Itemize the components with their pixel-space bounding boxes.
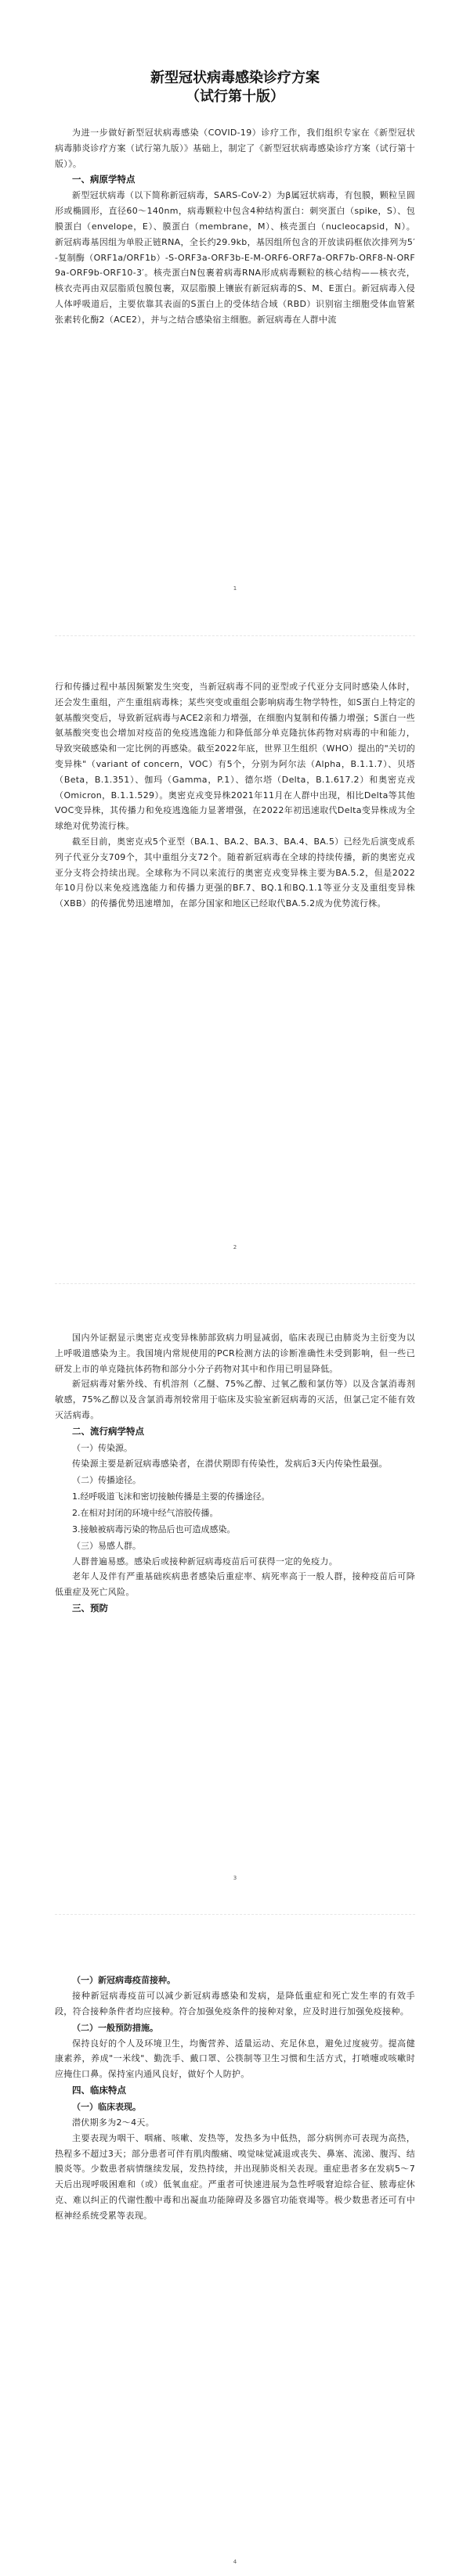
general-prevention-paragraph: 保持良好的个人及环境卫生，均衡营养、适量运动、充足休息，避免过度疲劳。提高健康素养，养成"一米线"、勤洗手、戴口罩、公筷制等卫生习惯和生活方式，打喷嚏或咳嗽时应掩住口鼻。保持室内通风良好，做好个人防护。 bbox=[55, 2038, 415, 2080]
subheading-source: （一）传染源。 bbox=[72, 1442, 132, 1453]
page-2 bbox=[0, 679, 470, 1117]
variant-paragraph-2: 截至目前，奥密克戎5个亚型（BA.1、BA.2、BA.3、BA.4、BA.5）已经先后演变成系列子代亚分支709个，其中重组分支72个。随着新冠病毒在全球的持续传播，新的奥密克戎亚分支将会持续出现。全球称为不同以来流行的奥密克戎变异株主要为BA.5.2，但是2022年10月份以来免疫逃逸能力和传播力更强的BF.7、BQ.1和BQ.1.1等亚分支及重组变异株（XBB）的传播优势迅速增加，在部分国家和地区已经取代BA.5.2成为优势流行株。 bbox=[55, 836, 415, 909]
page-1 bbox=[0, 69, 470, 632]
subheading-transmission: （二）传播途径。 bbox=[72, 1474, 141, 1485]
page-number: 2 bbox=[233, 1244, 237, 1250]
section-heading-epidemiology: 二、流行病学特点 bbox=[72, 1425, 144, 1437]
page-number: 4 bbox=[233, 2559, 237, 2565]
page-4 bbox=[0, 1972, 470, 2551]
page-3 bbox=[0, 1330, 470, 1909]
section-heading-clinical: 四、临床特点 bbox=[72, 2084, 126, 2096]
clinical-paragraph: 主要表现为咽干、咽痛、咳嗽、发热等，发热多为中低热，部分病例亦可表现为高热，热程多不超过3天；部分患者可伴有肌肉酸痛、嗅觉味觉减退或丧失、鼻塞、流涕、腹泻、结膜炎等。少数患者病情继续发展，发热持续，并出现肺炎相关表现。重症患者多在发病5～7天后出现呼吸困难和（或）低氧血症。严重者可快速进展为急性呼吸窘迫综合征、脓毒症休克、难以纠正的代谢性酸中毒和出凝血功能障碍及多器官功能衰竭等。极少数患者还可有中枢神经系统受累等表现。 bbox=[55, 2132, 415, 2221]
page-number: 3 bbox=[233, 1875, 237, 1881]
intro-paragraph: 为进一步做好新型冠状病毒感染（COVID-19）诊疗工作，我们组织专家在《新型冠状病毒肺炎诊疗方案（试行第九版）》基础上，制定了《新型冠状病毒感染诊疗方案（试行第十版）》。 bbox=[55, 128, 415, 169]
page-divider bbox=[55, 1914, 415, 1915]
page-number: 1 bbox=[233, 585, 237, 592]
variant-paragraph-1: 行和传播过程中基因频繁发生突变，当新冠病毒不同的亚型或子代亚分支同时感染人体时，还会发生重组，产生重组病毒株；某些突变或重组会影响病毒生物学特性，如S蛋白上特定的氨基酸突变后，导致新冠病毒与ACE2亲和力增强，在细胞内复制和传播力增强；S蛋白一些氨基酸突变也会增加对疫苗的免疫逃逸能力和降低部分单克隆抗体药物对病毒的中和能力，导致突破感染和一定比例的再感染。截至2022年底，世界卫生组织（WHO）提出的"关切的变异株"（variant of concern，VOC）有5个，分别为阿尔法（Alpha，B.1.1.7）、贝塔（Beta，B.1.351）、伽玛（Gamma，P.1）、德尔塔（Delta，B.1.617.2）和奥密克戎（Omicron，B.1.1.529）。奥密克戎变异株2021年11月在人群中出现，相比Delta等其他VOC变异株，其传播力和免疫逃逸能力显著增强，在2022年初迅速取代Delta变异株成为全球绝对优势流行株。 bbox=[55, 682, 415, 832]
transmission-item: 2.在相对封闭的环境中经气溶胶传播。 bbox=[72, 1507, 219, 1518]
subheading-vaccination: （一）新冠病毒疫苗接种。 bbox=[72, 1975, 175, 1985]
susceptible-paragraph-2: 老年人及伴有严重基础疾病患者感染后重症率、病死率高于一般人群，接种疫苗后可降低重症及死亡风险。 bbox=[55, 1571, 415, 1598]
subheading-general-prevention: （二）一般预防措施。 bbox=[72, 2022, 158, 2033]
page-divider bbox=[55, 635, 415, 636]
transmission-item: 1.经呼吸道飞沫和密切接触传播是主要的传播途径。 bbox=[72, 1491, 270, 1502]
vaccination-paragraph: 接种新冠病毒疫苗可以减少新冠病毒感染和发病，是降低重症和死亡发生率的有效手段，符合接种条件者均应接种。符合加强免疫条件的接种对象，应及时进行加强免疫接种。 bbox=[55, 1991, 415, 2017]
subheading-clinical-manifestation: （一）临床表现。 bbox=[72, 2101, 141, 2112]
source-paragraph: 传染源主要是新冠病毒感染者，在潜伏期即有传染性，发病后3天内传染性最强。 bbox=[72, 1458, 388, 1469]
omicron-paragraph: 国内外证据显示奥密克戎变异株肺部致病力明显减弱，临床表现已由肺炎为主衍变为以上呼吸道感染为主。我国境内常规使用的PCR检测方法的诊断准确性未受到影响，但一些已研发上市的单克隆抗体药物和部分小分子药物对其中和作用已明显降低。 bbox=[55, 1333, 415, 1374]
disinfection-paragraph: 新冠病毒对紫外线、有机溶剂（乙醚、75%乙醇、过氧乙酸和氯仿等）以及含氯消毒剂敏感，75%乙醇以及含氯消毒剂较常用于临床及实验室新冠病毒的灭活，但氯己定不能有效灭活病毒。 bbox=[55, 1379, 415, 1420]
subheading-susceptible: （三）易感人群。 bbox=[72, 1540, 141, 1551]
section-heading-prevention: 三、预防 bbox=[72, 1602, 108, 1614]
section-heading-pathogen: 一、病原学特点 bbox=[72, 174, 136, 185]
incubation-paragraph: 潜伏期多为2～4天。 bbox=[72, 2117, 154, 2128]
susceptible-paragraph-1: 人群普遍易感。感染后或接种新冠病毒疫苗后可获得一定的免疫力。 bbox=[72, 1556, 338, 1567]
document-title: 新型冠状病毒感染诊疗方案 bbox=[150, 70, 320, 86]
pathogen-paragraph: 新型冠状病毒（以下简称新冠病毒，SARS-CoV-2）为β属冠状病毒，有包膜，颗粒呈圆形或椭圆形，直径60～140nm，病毒颗粒中包含4种结构蛋白：刺突蛋白（spike，S）、包膜蛋白（envelope，E）、膜蛋白（membrane，M）、核壳蛋白（nucleocapsid，N）。新冠病毒基因组为单股正链RNA，全长约29.9kb，基因组所包含的开放读码框依次排列为5′-复制酶（ORF1a/ORF1b）-S-ORF3a-ORF3b-E-M-ORF6-ORF7a-ORF7b-ORF8-N-ORF9a-ORF9b-ORF10-3′。核壳蛋白N包裹着病毒RNA形成病毒颗粒的核心结构——核衣壳，核衣壳再由双层脂质包膜包裹，双层脂膜上镶嵌有新冠病毒的S、M、E蛋白。新冠病毒入侵人体呼吸道后，主要依靠其表面的S蛋白上的受体结合域（RBD）识别宿主细胞受体血管紧张素转化酶2（ACE2），并与之结合感染宿主细胞。新冠病毒在人群中流 bbox=[55, 190, 415, 325]
page-divider bbox=[55, 1283, 415, 1284]
transmission-item: 3.接触被病毒污染的物品后也可造成感染。 bbox=[72, 1524, 236, 1534]
document-subtitle: （试行第十版） bbox=[186, 88, 284, 105]
